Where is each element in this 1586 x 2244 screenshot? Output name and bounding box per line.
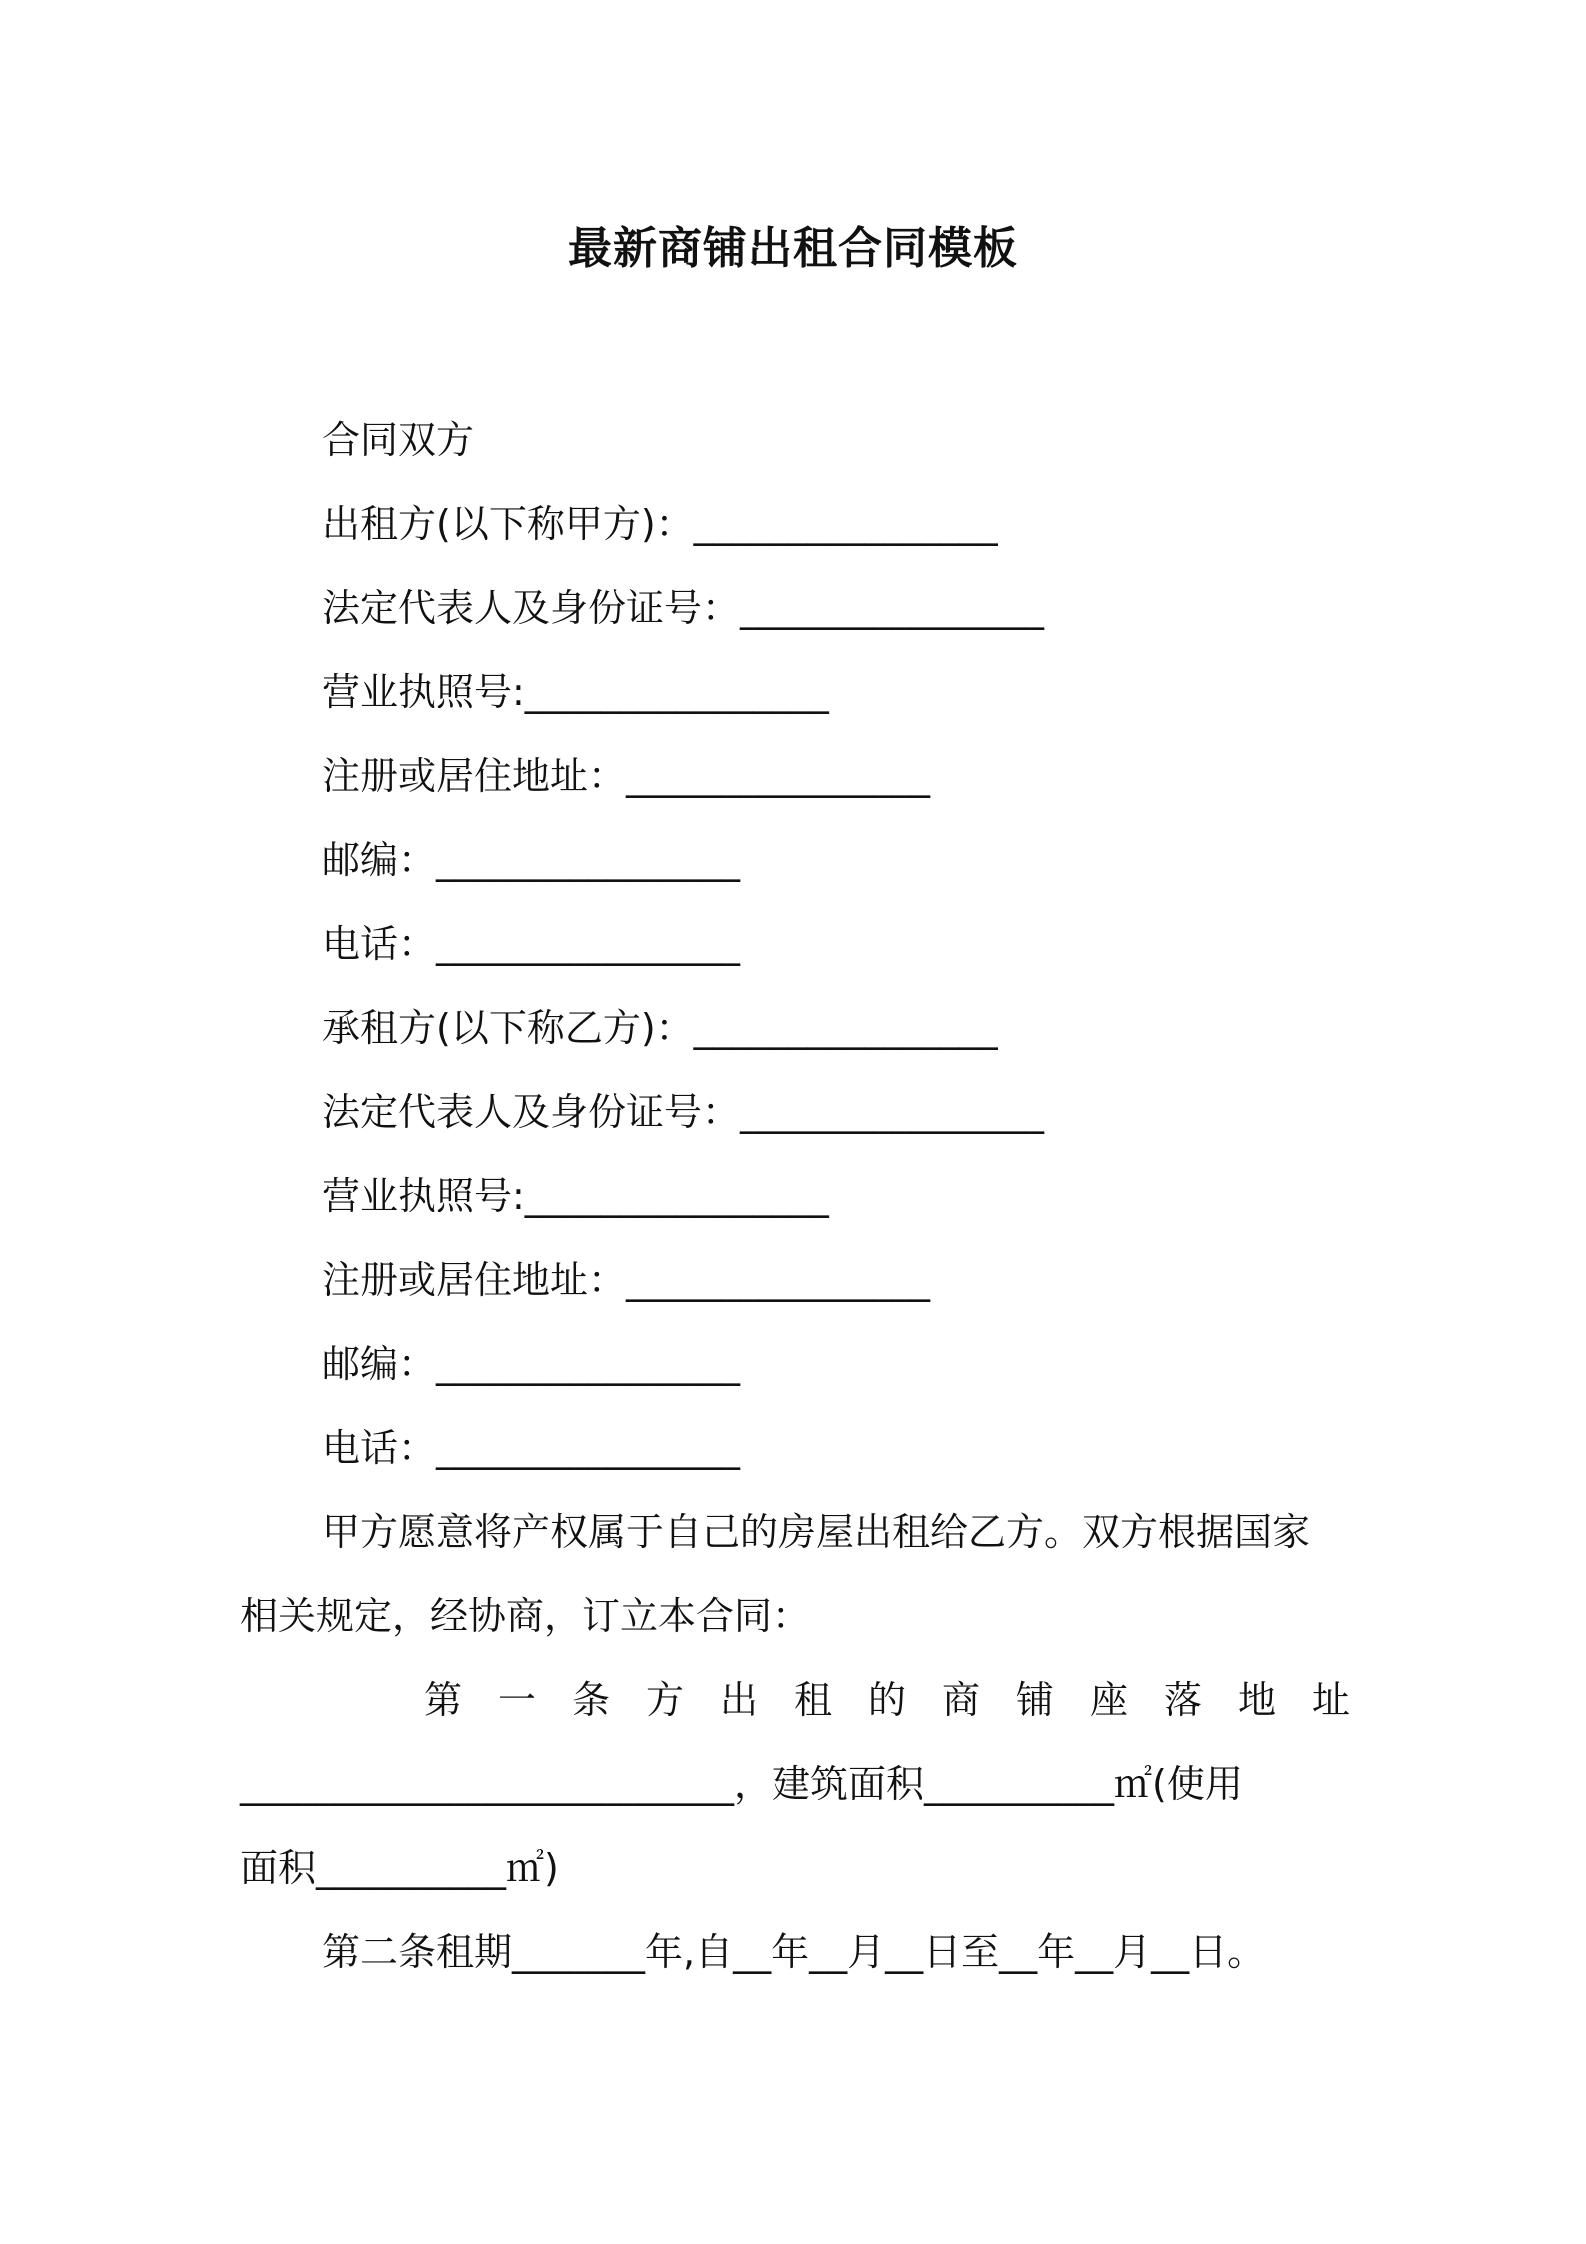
article-1-char: 一 — [497, 1678, 536, 1722]
lessor-representative-field: 法定代表人及身份证号：________________ — [322, 586, 1045, 630]
intro-paragraph-line-1: 甲方愿意将产权属于自己的房屋出租给乙方。双方根据国家 — [322, 1510, 1311, 1554]
article-1-line-3: 面积__________㎡) — [240, 1846, 559, 1890]
article-1-char: 址 — [1311, 1678, 1350, 1722]
lessee-name-field: 承租方(以下称乙方)：________________ — [322, 1006, 998, 1050]
article-1-char: 地 — [1237, 1678, 1276, 1722]
document-title: 最新商铺出租合同模板 — [568, 223, 1018, 274]
lessee-address-field: 注册或居住地址：________________ — [322, 1258, 931, 1302]
lessor-license-field: 营业执照号:________________ — [322, 670, 829, 714]
article-1-line-2: __________________________，建筑面积__________㎡(使用 — [240, 1762, 1243, 1806]
intro-paragraph-line-2: 相关规定，经协商，订立本合同： — [240, 1594, 811, 1638]
article-1-char: 商 — [941, 1678, 980, 1722]
parties-heading: 合同双方 — [322, 418, 475, 462]
lessee-postcode-field: 邮编：________________ — [322, 1342, 741, 1386]
article-1-char: 条 — [571, 1678, 610, 1722]
article-1-char: 出 — [719, 1678, 758, 1722]
article-1-char: 座 — [1089, 1678, 1128, 1722]
lessor-name-field: 出租方(以下称甲方)：________________ — [322, 502, 998, 546]
article-1-char: 落 — [1163, 1678, 1202, 1722]
article-2: 第二条租期_______年,自__年__月__日至__年__月__日。 — [322, 1930, 1266, 1974]
article-1-char: 方 — [645, 1678, 684, 1722]
lessee-phone-field: 电话：________________ — [322, 1426, 741, 1470]
lessor-address-field: 注册或居住地址：________________ — [322, 754, 931, 798]
lessor-postcode-field: 邮编：________________ — [322, 838, 741, 882]
lessee-license-field: 营业执照号:________________ — [322, 1174, 829, 1218]
article-1-line-1 — [240, 1674, 1350, 1726]
article-1-char: 铺 — [1015, 1678, 1054, 1722]
article-1-char: 租 — [793, 1678, 832, 1722]
article-1-char: 第 — [423, 1678, 462, 1722]
article-1-char: 的 — [867, 1678, 906, 1722]
lessee-representative-field: 法定代表人及身份证号：________________ — [322, 1090, 1045, 1134]
lessor-phone-field: 电话：________________ — [322, 922, 741, 966]
